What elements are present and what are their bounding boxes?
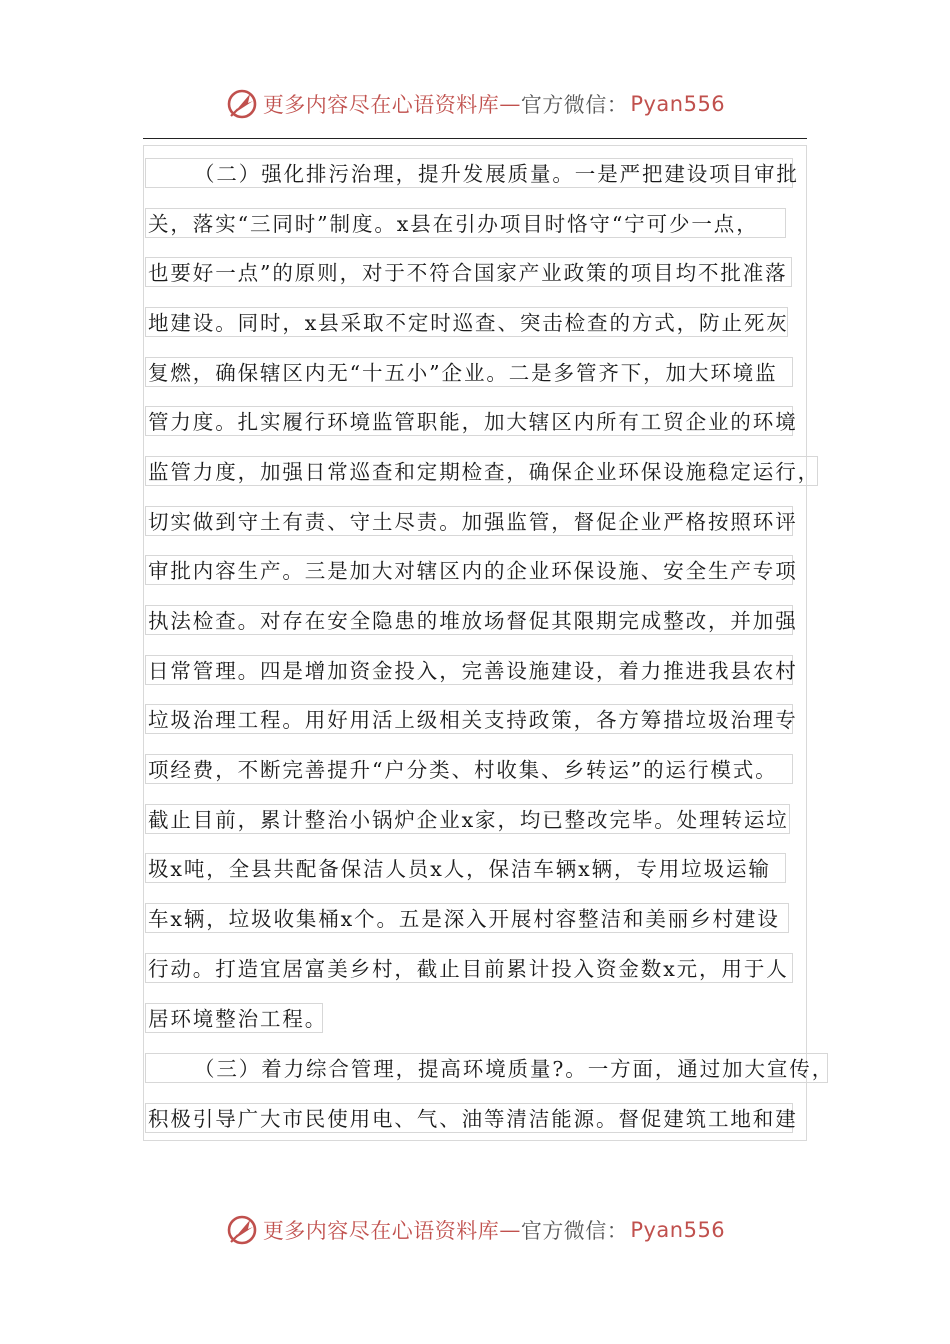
text-line: 复燃，确保辖区内无“十五小”企业。二是多管齐下，加大环境监 [145, 357, 793, 387]
text-line: 积极引导广大市民使用电、气、油等清洁能源。督促建筑工地和建 [145, 1103, 793, 1133]
text-line: （二）强化排污治理，提升发展质量。一是严把建设项目审批 [145, 158, 793, 188]
library-slogan: 更多内容尽在心语资料库 [262, 93, 500, 117]
library-slogan: 更多内容尽在心语资料库 [262, 1219, 500, 1243]
text-line: 车x辆，垃圾收集桶x个。五是深入开展村容整洁和美丽乡村建设 [145, 903, 789, 933]
text-line: 居环境整治工程。 [145, 1003, 323, 1033]
text-line: 切实做到守土有责、守土尽责。加强监管，督促企业严格按照环评 [145, 506, 793, 536]
text-line: 垃圾治理工程。用好用活上级相关支持政策，各方筹措垃圾治理专 [145, 704, 793, 734]
text-line: 地建设。同时，x县采取不定时巡查、突击检查的方式，防止死灰 [145, 307, 788, 337]
text-line: 执法检查。对存在安全隐患的堆放场督促其限期完成整改，并加强 [145, 605, 793, 635]
text-line: 审批内容生产。三是加大对辖区内的企业环保设施、安全生产专项 [145, 555, 793, 585]
quill-logo-icon [225, 1213, 259, 1247]
text-line: 管力度。扎实履行环境监管职能，加大辖区内所有工贸企业的环境 [145, 406, 793, 436]
text-line: 也要好一点”的原则，对于不符合国家产业政策的项目均不批准落 [145, 257, 792, 287]
footer-banner [0, 1210, 950, 1250]
text-line: 项经费，不断完善提升“户分类、村收集、乡转运”的运行模式。 [145, 754, 793, 784]
text-line: （三）着力综合管理，提高环境质量?。一方面，通过加大宣传， [145, 1053, 828, 1083]
text-line: 圾x吨，全县共配备保洁人员x人，保洁车辆x辆，专用垃圾运输 [145, 853, 786, 883]
banner-dash: — [499, 92, 521, 116]
wechat-label: 官方微信： [520, 1219, 629, 1243]
text-line: 截止目前，累计整治小锅炉企业x家，均已整改完毕。处理转运垃 [145, 804, 790, 834]
text-line: 监管力度，加强日常巡查和定期检查，确保企业环保设施稳定运行， [145, 456, 818, 486]
text-line: 关，落实“三同时”制度。x县在引办项目时恪守“宁可少一点， [145, 208, 786, 238]
wechat-label: 官方微信： [520, 93, 629, 117]
wechat-account: Pyan556 [630, 1218, 726, 1242]
text-line: 日常管理。四是增加资金投入，完善设施建设，着力推进我县农村 [145, 655, 793, 685]
text-line: 行动。打造宜居富美乡村，截止目前累计投入资金数x元，用于人 [145, 953, 793, 983]
wechat-account: Pyan556 [630, 92, 726, 116]
banner-dash: — [499, 1218, 521, 1242]
